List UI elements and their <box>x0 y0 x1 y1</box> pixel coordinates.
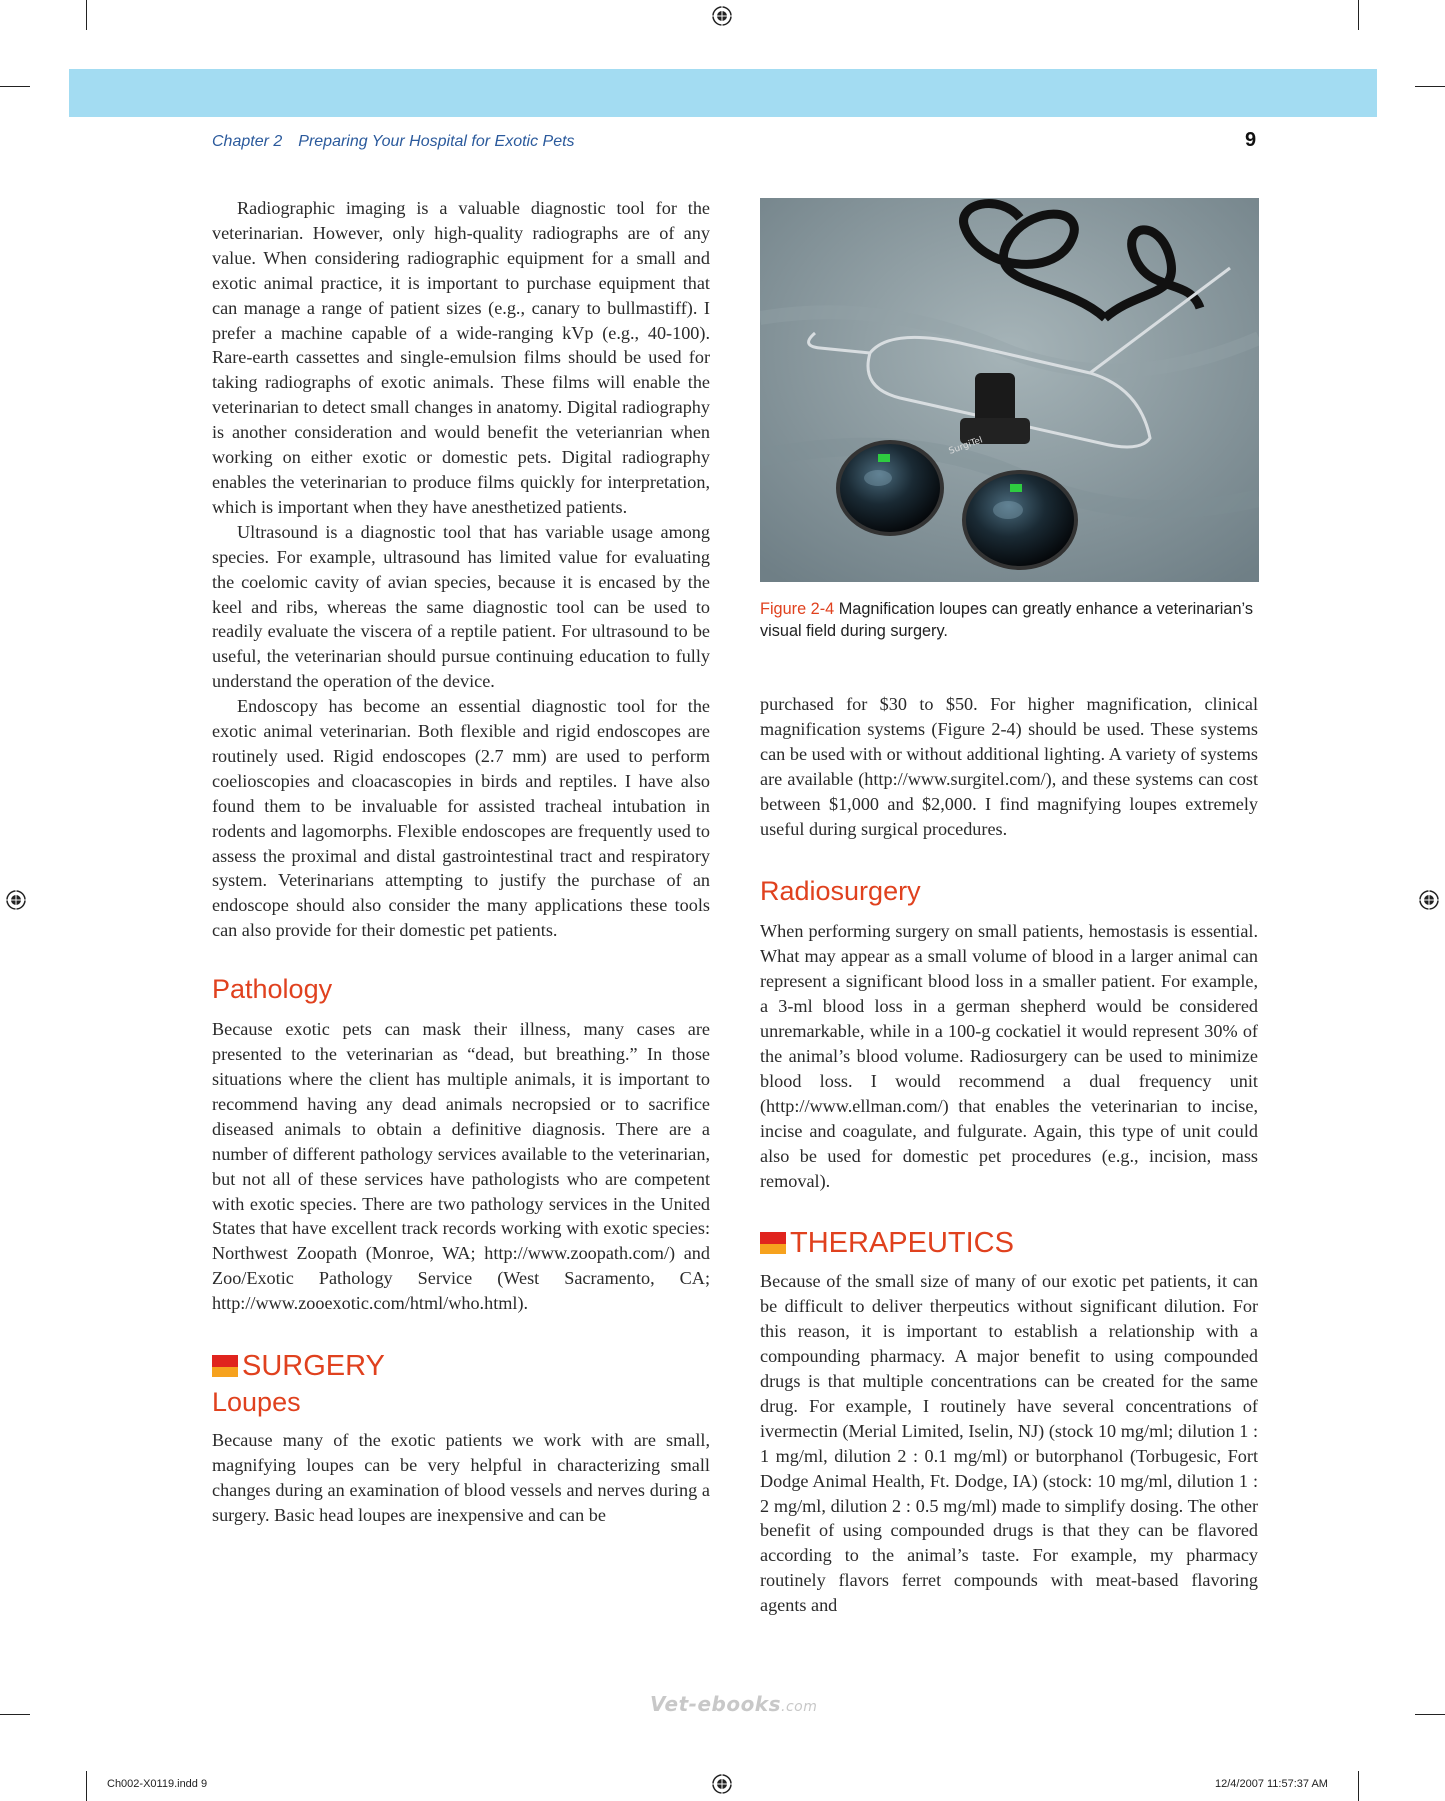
chapter-title: Preparing Your Hospital for Exotic Pets <box>298 133 575 150</box>
watermark-suffix: .com <box>781 1699 818 1715</box>
heading-loupes: Loupes <box>212 1387 301 1418</box>
section-marker-icon <box>212 1355 238 1377</box>
heading-pathology: Pathology <box>212 974 333 1005</box>
paragraph-loupes-continued: purchased for $30 to $50. For higher magnification, clinical magnification systems (Figure 2-4) should be used. These systems can be used with or without additional lighting. A variety of systems are available (http://www.surgitel.com/), and these systems can cost between $1,000 and $2,000. I find magnifying loupes extremely useful during surgical procedures. <box>760 694 1258 839</box>
figure-label: Figure 2-4 <box>760 600 835 618</box>
crop-mark <box>1415 1714 1445 1715</box>
figure-caption <box>760 598 1260 642</box>
chapter-number: Chapter 2 <box>212 133 283 150</box>
crop-mark <box>1415 86 1445 87</box>
paragraph-ultrasound: Ultrasound is a diagnostic tool that has variable usage among species. For example, ultrasound has limited value for evaluating the coelomic cavity of avian species, because it is encased by the keel and ribs, whereas the same diagnostic tool can be used to readily evaluate the viscera of a reptile patient. For ultrasound to be useful, the veterinarian should pursue continuing education to fully understand the operation of the device. <box>212 521 710 692</box>
registration-mark-icon <box>711 1773 733 1795</box>
heading-radiosurgery: Radiosurgery <box>760 876 921 907</box>
crop-mark <box>86 0 87 30</box>
section-heading-therapeutics <box>760 1227 1258 1259</box>
loupes-photo <box>760 198 1259 582</box>
section-heading-therapeutics-text: THERAPEUTICS <box>790 1227 1014 1260</box>
slug-timestamp: 12/4/2007 11:57:37 AM <box>1215 1778 1328 1790</box>
section-heading-surgery <box>212 1350 710 1382</box>
paragraph-loupes: Because many of the exotic patients we work with are small, magnifying loupes can be very helpful in characterizing small changes during an examination of blood vessels and nerves during a surgery. Basic head loupes are inexpensive and can be <box>212 1430 710 1525</box>
page-number: 9 <box>1245 129 1257 151</box>
crop-mark <box>1358 1771 1359 1801</box>
paragraph-radiosurgery: When performing surgery on small patients, hemostasis is essential. What may appear as a small volume of blood in a larger animal can represent a significant blood loss in a smaller patient. For example, a 3-ml blood loss in a german shepherd would be considered unremarkable, while in a 100-g cockatiel it would represent 30% of the animal’s blood volume. Radiosurgery can be used to minimize blood loss. I would recommend a dual frequency unit (http://www.ellman.com/) that enables the veterinarian to incise, incise and coagulate, and fulgurate. Again, this type of unit could also be used for domestic pet procedures (e.g., incision, mass removal). <box>760 921 1258 1191</box>
brand-label: SurgiTel <box>947 435 985 457</box>
header-band <box>69 69 1377 117</box>
section-heading-surgery-text: SURGERY <box>242 1350 385 1383</box>
paragraph-endoscopy: Endoscopy has become an essential diagnostic tool for the exotic animal veterinarian. Both flexible and rigid endoscopes are routinely used. Rigid endoscopes (2.7 mm) are used to perform coelioscopies and cloacascopies in birds and reptiles. I have also found them to be invaluable for assisted tracheal intubation in rodents and lagomorphs. Flexible endoscopes are frequently used to assess the proximal and distal gastrointestinal tract and respiratory system. Veterinarians attempting to justify the purchase of an endoscope should also consider the many applications these tools can also provide for their domestic pet patients. <box>212 696 710 941</box>
crop-mark <box>0 86 30 87</box>
paragraph-pathology: Because exotic pets can mask their illness, many cases are presented to the veterinarian as “dead, but breathing.” In those situations where the client has multiple animals, it is important to recommend having any dead animals necropsied or to sacrifice diseased animals to obtain a definitive diagnosis. There are a number of different pathology services available to the veterinarian, but not all of these services have pathologists who are competent with exotic species. There are two pathology services in the United States that have excellent track records working with exotic species: Northwest Zoopath (Monroe, WA; http://www.zoopath.com/) and Zoo/Exotic Pathology Service (West Sacramento, CA; http://www.zooexotic.com/html/who.html). <box>212 1019 710 1314</box>
slug-filename: Ch002-X0119.indd 9 <box>107 1778 208 1790</box>
figure-caption-text: Magnification loupes can greatly enhance a veterinarian’s visual field during surgery. <box>760 600 1253 640</box>
watermark <box>650 1692 817 1716</box>
left-column <box>212 196 710 1528</box>
figure-2-4-photo <box>760 198 1259 582</box>
crop-mark <box>0 1714 30 1715</box>
section-marker-icon <box>760 1232 786 1254</box>
paragraph-radiographic: Radiographic imaging is a valuable diagnostic tool for the veterinarian. However, only high-quality radiographs are of any value. When considering radiographic equipment for a small and exotic animal practice, it is important to purchase equipment that can manage a range of patient sizes (e.g., canary to bullmastiff). I prefer a machine capable of a wide-ranging kVp (e.g., 40-100). Rare-earth cassettes and single-emulsion films should be used for taking radiographs of exotic animals. These films will enable the veterinarian to detect small changes in anatomy. Digital radiography is another consideration and would benefit the veterianrian when working on either exotic or domestic pets. Digital radiography enables the veterinarian to produce films quickly for interpretation, which is important when they have anesthetized patients. <box>212 198 710 517</box>
watermark-text: Vet-ebooks <box>650 1692 782 1716</box>
running-head <box>212 133 575 151</box>
registration-mark-icon <box>1418 889 1440 911</box>
crop-mark <box>1358 0 1359 30</box>
registration-mark-icon <box>711 5 733 27</box>
crop-mark <box>86 1771 87 1801</box>
paragraph-therapeutics: Because of the small size of many of our exotic pet patients, it can be difficult to deliver therpeutics without significant dilution. For this reason, it is important to establish a relationship with a compounding pharmacy. A major benefit to using compounded drugs is that multiple concentrations can be created for the same drug. For example, I routinely have several concentrations of ivermectin (Merial Limited, Iselin, NJ) (stock 10 mg/ml; dilution 1 : 1 mg/ml, dilution 2 : 0.1 mg/ml) or butorphanol (Torbugesic, Fort Dodge Animal Health, Ft. Dodge, IA) (stock: 10 mg/ml, dilution 1 : 2 mg/ml, dilution 2 : 0.5 mg/ml) made to simplify dosing. The other benefit of using compounded drugs is that they can be flavored according to the animal’s taste. For example, my pharmacy routinely flavors ferret compounds with meat-based flavoring agents and <box>760 1271 1258 1616</box>
right-column <box>760 692 1258 1618</box>
registration-mark-icon <box>5 889 27 911</box>
